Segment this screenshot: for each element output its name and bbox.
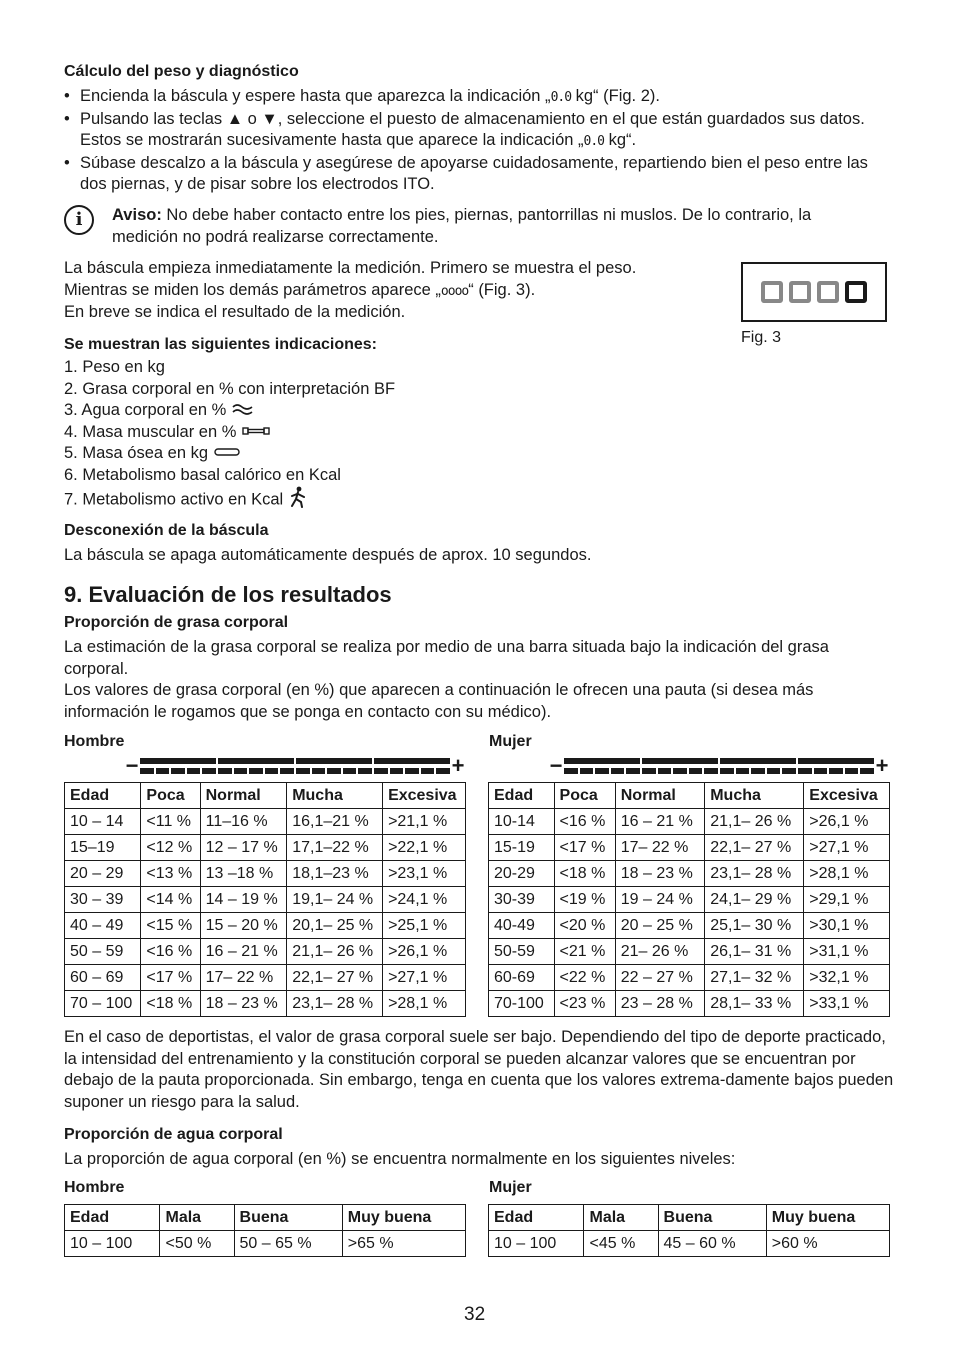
table-cell: 70 – 100 <box>65 991 141 1017</box>
display-digit <box>845 281 867 303</box>
indication-item: 1. Peso en kg <box>64 358 165 376</box>
indication-item: 7. Metabolismo activo en Kcal <box>64 486 564 515</box>
table-cell: >22,1 % <box>383 835 466 861</box>
info-icon: i <box>64 205 94 235</box>
table-header-cell: Mala <box>160 1205 234 1231</box>
table-header-cell: Excesiva <box>383 783 466 809</box>
scale-segment <box>187 768 201 774</box>
table-header-cell: Edad <box>489 783 555 809</box>
indications-heading: Se muestran las siguientes indicaciones: <box>64 336 377 353</box>
table-cell: 11–16 % <box>200 809 287 835</box>
scale-segment <box>611 768 625 774</box>
table-cell: 17– 22 % <box>200 965 287 991</box>
scale-segment <box>374 768 388 774</box>
scale-bottom-segments <box>140 768 450 774</box>
table-cell: 10-14 <box>489 809 555 835</box>
table-cell: >27,1 % <box>383 965 466 991</box>
table-cell: 21– 26 % <box>615 939 704 965</box>
table-row <box>489 861 890 887</box>
table-cell: 12 – 17 % <box>200 835 287 861</box>
table-cell: 27,1– 32 % <box>705 965 804 991</box>
table-cell: >24,1 % <box>383 887 466 913</box>
table-cell: >65 % <box>342 1231 465 1257</box>
table-row <box>489 887 890 913</box>
indication-item: 3. Agua corporal en % <box>64 400 564 422</box>
scale-segment <box>421 768 435 774</box>
fat-table-women <box>488 782 890 1017</box>
scale-bars <box>564 755 874 777</box>
plus-sign: + <box>875 753 889 779</box>
table-cell: >28,1 % <box>804 861 890 887</box>
table-cell: <19 % <box>554 887 615 913</box>
fat-table-men <box>64 782 466 1017</box>
table-cell: 10 – 14 <box>65 809 141 835</box>
section-heading-weight: Cálculo del peso y diagnóstico <box>64 63 299 80</box>
table-cell: 23,1– 28 % <box>287 991 383 1017</box>
table-header-cell: Buena <box>658 1205 766 1231</box>
scale-segment <box>798 768 812 774</box>
scale-segment <box>860 768 874 774</box>
table-cell: 40-49 <box>489 913 555 939</box>
scale-bottom-segments <box>564 768 874 774</box>
table-cell: <45 % <box>584 1231 658 1257</box>
athletes-paragraph: En el caso de deportistas, el valor de grasa corporal suele ser bajo. Dependiendo del tipo de deporte practicado, la intensidad del entrenamiento y la constitución corporal se pueden alcanzar valores que se encuentran por debajo de la pauta proporcionada. Sin embargo, tenga en cuenta que los valores extrema-damente bajos pueden suponer un riesgo para la salud. <box>64 1028 894 1111</box>
shutdown-text: La báscula se apaga automáticamente después de aprox. 10 segundos. <box>64 546 592 564</box>
fig3-caption: Fig. 3 <box>741 329 782 346</box>
scale-segment <box>720 768 734 774</box>
table-cell: >31,1 % <box>804 939 890 965</box>
table-header-row <box>65 1205 466 1231</box>
table-cell: 40 – 49 <box>65 913 141 939</box>
table-row <box>489 991 890 1017</box>
scale-segment <box>140 768 154 774</box>
scale-segment <box>436 768 450 774</box>
segment-display-text: oooo <box>440 283 469 299</box>
indication-item: 4. Masa muscular en % <box>64 422 564 444</box>
table-cell: 18,1–23 % <box>287 861 383 887</box>
indication-item: 2. Grasa corporal en % con interpretación BF <box>64 379 396 398</box>
scale-segment <box>626 768 640 774</box>
table-row <box>65 991 466 1017</box>
table-header-cell: Excesiva <box>804 783 890 809</box>
table-row <box>65 861 466 887</box>
scale-segment <box>218 768 232 774</box>
table-cell: <23 % <box>554 991 615 1017</box>
measure-line-2: Mientras se miden los demás parámetros aparece „oooo“ (Fig. 3). <box>64 280 536 299</box>
table-cell: 25,1– 30 % <box>705 913 804 939</box>
table-cell: 23,1– 28 % <box>705 861 804 887</box>
table-cell: 26,1– 31 % <box>705 939 804 965</box>
table-header-row <box>489 1205 890 1231</box>
table-cell: 45 – 60 % <box>658 1231 766 1257</box>
table-header-cell: Normal <box>200 783 287 809</box>
table-row <box>489 965 890 991</box>
fat-heading: Proporción de grasa corporal <box>64 614 289 631</box>
table-header-cell: Buena <box>234 1205 342 1231</box>
table-row <box>489 835 890 861</box>
table-cell: 50 – 59 <box>65 939 141 965</box>
table-cell: 15-19 <box>489 835 555 861</box>
table-cell: 18 – 23 % <box>200 991 287 1017</box>
scale-segment <box>689 768 703 774</box>
table-cell: <50 % <box>160 1231 234 1257</box>
table-cell: >33,1 % <box>804 991 890 1017</box>
table-cell: 70-100 <box>489 991 555 1017</box>
table-cell: <22 % <box>554 965 615 991</box>
table-row <box>65 887 466 913</box>
table-header-cell: Edad <box>65 1205 160 1231</box>
table-cell: <16 % <box>554 809 615 835</box>
table-row <box>65 913 466 939</box>
display-digit <box>789 281 811 303</box>
table-cell: >23,1 % <box>383 861 466 887</box>
plus-sign: + <box>451 753 465 779</box>
table-cell: >26,1 % <box>383 939 466 965</box>
scale-segment <box>767 768 781 774</box>
table-header-cell: Mala <box>584 1205 658 1231</box>
scale-segment <box>736 768 750 774</box>
scale-segment <box>202 768 216 774</box>
shutdown-heading: Desconexión de la báscula <box>64 522 269 539</box>
table-row <box>65 809 466 835</box>
water-men-label: Hombre <box>64 1179 125 1196</box>
scale-top-bars <box>140 758 450 764</box>
indication-item: 6. Metabolismo basal calórico en Kcal <box>64 465 341 484</box>
table-row <box>65 939 466 965</box>
table-cell: 50 – 65 % <box>234 1231 342 1257</box>
scale-segment <box>751 768 765 774</box>
water-table-women <box>488 1204 890 1257</box>
table-cell: 14 – 19 % <box>200 887 287 913</box>
table-cell: 19,1– 24 % <box>287 887 383 913</box>
scale-segment <box>580 768 594 774</box>
notice-text <box>112 205 872 248</box>
table-cell: <18 % <box>141 991 200 1017</box>
table-cell: <15 % <box>141 913 200 939</box>
muscle-icon <box>242 422 270 444</box>
table-header-row <box>65 783 466 809</box>
weight-bullet: • Pulsando las teclas ▲ o ▼, seleccione el puesto de almacenamiento en el que están guardados sus datos. Estos se mostrarán sucesivamente hasta que aparece la indicación „0.0 kg“. <box>64 109 894 153</box>
table-cell: 20,1– 25 % <box>287 913 383 939</box>
table-cell: 22,1– 27 % <box>287 965 383 991</box>
table-cell: 60 – 69 <box>65 965 141 991</box>
table-cell: 15 – 20 % <box>200 913 287 939</box>
scale-segment <box>704 768 718 774</box>
fat-scale-men <box>124 754 466 778</box>
table-row <box>65 1231 466 1257</box>
scale-segment <box>249 768 263 774</box>
table-header-cell: Edad <box>489 1205 584 1231</box>
table-cell: >25,1 % <box>383 913 466 939</box>
table-cell: 22,1– 27 % <box>705 835 804 861</box>
table-cell: <13 % <box>141 861 200 887</box>
table-cell: >26,1 % <box>804 809 890 835</box>
page-number: 32 <box>464 1304 486 1325</box>
table-header-cell: Normal <box>615 783 704 809</box>
table-cell: 21,1– 26 % <box>705 809 804 835</box>
water-table-men <box>64 1204 466 1257</box>
table-header-cell: Poca <box>141 783 200 809</box>
table-cell: 21,1– 26 % <box>287 939 383 965</box>
display-digit <box>817 281 839 303</box>
table-cell: 30 – 39 <box>65 887 141 913</box>
scale-segment <box>829 768 843 774</box>
measure-paragraph <box>64 258 724 324</box>
measure-line-3: En breve se indica el resultado de la medición. <box>64 303 406 321</box>
table-cell: >30,1 % <box>804 913 890 939</box>
table-cell: >21,1 % <box>383 809 466 835</box>
table-cell: 10 – 100 <box>65 1231 160 1257</box>
table-row <box>489 809 890 835</box>
table-cell: 30-39 <box>489 887 555 913</box>
fat-paragraph-2: Los valores de grasa corporal (en %) que aparecen a continuación le ofrecen una pauta (si desea más información le rogamos que se ponga en contacto con su médico). <box>64 681 814 721</box>
scale-top-bars <box>564 758 874 764</box>
section-title: 9. Evaluación de los resultados <box>64 582 392 607</box>
table-cell: <17 % <box>141 965 200 991</box>
table-header-cell: Muy buena <box>766 1205 889 1231</box>
runner-icon <box>289 486 307 515</box>
table-cell: 23 – 28 % <box>615 991 704 1017</box>
table-cell: >27,1 % <box>804 835 890 861</box>
table-cell: 15–19 <box>65 835 141 861</box>
table-cell: <17 % <box>554 835 615 861</box>
fat-women-label: Mujer <box>489 733 532 750</box>
scale-segment <box>673 768 687 774</box>
scale-segment <box>782 768 796 774</box>
table-header-cell: Mucha <box>287 783 383 809</box>
weight-bullet: • Encienda la báscula y espere hasta que aparezca la indicación „0.0 kg“ (Fig. 2). <box>64 86 894 109</box>
table-row <box>65 835 466 861</box>
table-cell: <14 % <box>141 887 200 913</box>
display-digit <box>761 281 783 303</box>
table-cell: <21 % <box>554 939 615 965</box>
table-row <box>489 913 890 939</box>
table-cell: 20-29 <box>489 861 555 887</box>
fat-paragraph-1: La estimación de la grasa corporal se realiza por medio de una barra situada bajo la indicación del grasa corporal. <box>64 638 829 678</box>
table-row <box>489 1231 890 1257</box>
measure-line-1: La báscula empieza inmediatamente la medición. Primero se muestra el peso. <box>64 259 637 277</box>
table-cell: 20 – 29 <box>65 861 141 887</box>
table-cell: 22 – 27 % <box>615 965 704 991</box>
scale-segment <box>845 768 859 774</box>
table-cell: <11 % <box>141 809 200 835</box>
table-cell: 13 –18 % <box>200 861 287 887</box>
table-cell: 10 – 100 <box>489 1231 584 1257</box>
scale-segment <box>642 768 656 774</box>
weight-bullet: • Súbase descalzo a la báscula y asegúrese de apoyarse cuidadosamente, repartiendo bien el peso entre las dos piernas, y de pisar sobre los electrodos ITO. <box>64 153 894 197</box>
table-cell: 16 – 21 % <box>615 809 704 835</box>
fat-scale-women <box>548 754 890 778</box>
table-cell: <18 % <box>554 861 615 887</box>
scale-segment <box>405 768 419 774</box>
table-cell: 17,1–22 % <box>287 835 383 861</box>
minus-sign: − <box>549 753 563 779</box>
scale-segment <box>358 768 372 774</box>
scale-segment <box>156 768 170 774</box>
water-icon <box>232 400 254 422</box>
water-women-label: Mujer <box>489 1179 532 1196</box>
notice-label: Aviso: <box>112 206 162 224</box>
table-cell: 50-59 <box>489 939 555 965</box>
table-cell: <12 % <box>141 835 200 861</box>
scale-segment <box>814 768 828 774</box>
table-cell: 17– 22 % <box>615 835 704 861</box>
table-cell: >60 % <box>766 1231 889 1257</box>
table-cell: 60-69 <box>489 965 555 991</box>
table-cell: >29,1 % <box>804 887 890 913</box>
scale-segment <box>234 768 248 774</box>
indications-list <box>64 357 564 515</box>
fig3-display <box>741 262 887 322</box>
scale-segment <box>658 768 672 774</box>
table-cell: <20 % <box>554 913 615 939</box>
table-cell: 19 – 24 % <box>615 887 704 913</box>
scale-segment <box>265 768 279 774</box>
scale-segment <box>390 768 404 774</box>
scale-segment <box>312 768 326 774</box>
scale-segment <box>343 768 357 774</box>
table-cell: 28,1– 33 % <box>705 991 804 1017</box>
table-row <box>489 939 890 965</box>
water-text: La proporción de agua corporal (en %) se encuentra normalmente en los siguientes niveles: <box>64 1150 736 1168</box>
notice-body: No debe haber contacto entre los pies, piernas, pantorrillas ni muslos. De lo contrario, la medición no podrá realizarse correctamente. <box>112 206 812 246</box>
scale-bars <box>140 755 450 777</box>
indication-item: 5. Masa ósea en kg <box>64 443 564 465</box>
table-header-cell: Poca <box>554 783 615 809</box>
scale-segment <box>296 768 310 774</box>
table-header-cell: Muy buena <box>342 1205 465 1231</box>
table-cell: >32,1 % <box>804 965 890 991</box>
table-cell: 16,1–21 % <box>287 809 383 835</box>
minus-sign: − <box>125 753 139 779</box>
bone-icon <box>214 443 240 465</box>
water-heading: Proporción de agua corporal <box>64 1126 283 1143</box>
scale-segment <box>564 768 578 774</box>
table-cell: <16 % <box>141 939 200 965</box>
fat-men-label: Hombre <box>64 733 125 750</box>
table-cell: 20 – 25 % <box>615 913 704 939</box>
table-cell: 18 – 23 % <box>615 861 704 887</box>
table-cell: >28,1 % <box>383 991 466 1017</box>
weight-bullet-list <box>64 86 894 197</box>
table-header-row <box>489 783 890 809</box>
table-cell: 16 – 21 % <box>200 939 287 965</box>
table-cell: 24,1– 29 % <box>705 887 804 913</box>
table-header-cell: Mucha <box>705 783 804 809</box>
scale-segment <box>327 768 341 774</box>
table-row <box>65 965 466 991</box>
scale-segment <box>171 768 185 774</box>
scale-segment <box>595 768 609 774</box>
scale-segment <box>280 768 294 774</box>
table-header-cell: Edad <box>65 783 141 809</box>
